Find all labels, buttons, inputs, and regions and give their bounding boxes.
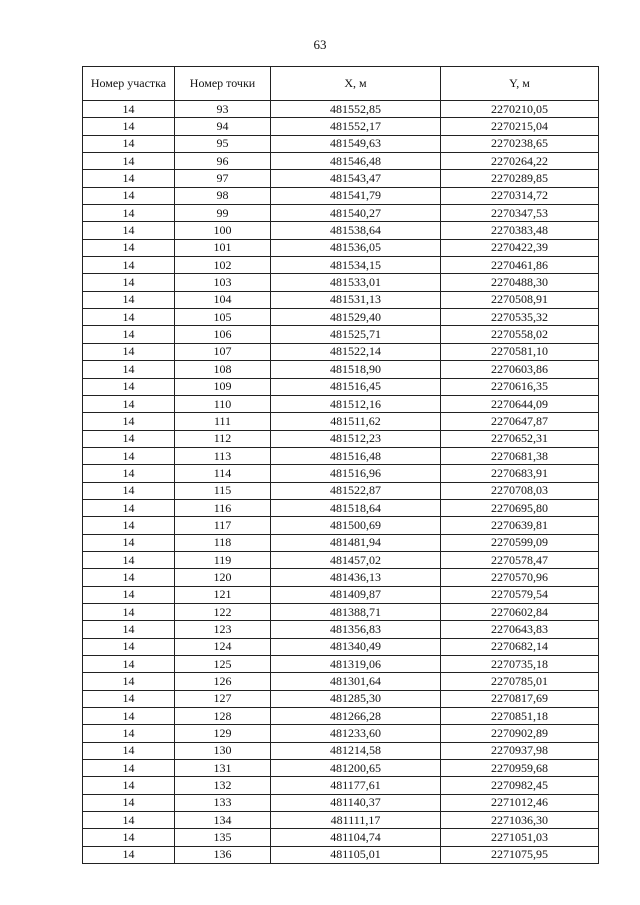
table-row	[83, 829, 599, 846]
cell-point-number: 100	[175, 222, 271, 239]
table-row	[83, 447, 599, 464]
cell-plot-number: 14	[83, 534, 175, 551]
cell-x-coordinate: 481516,48	[271, 447, 441, 464]
cell-plot-number: 14	[83, 846, 175, 863]
cell-plot-number: 14	[83, 118, 175, 135]
cell-plot-number: 14	[83, 621, 175, 638]
cell-point-number: 136	[175, 846, 271, 863]
cell-point-number: 101	[175, 239, 271, 256]
table-row	[83, 170, 599, 187]
cell-y-coordinate: 2270599,09	[441, 534, 599, 551]
cell-x-coordinate: 481436,13	[271, 569, 441, 586]
cell-y-coordinate: 2270210,05	[441, 101, 599, 118]
cell-y-coordinate: 2270643,83	[441, 621, 599, 638]
cell-x-coordinate: 481522,14	[271, 343, 441, 360]
cell-x-coordinate: 481540,27	[271, 205, 441, 222]
cell-point-number: 118	[175, 534, 271, 551]
table-row	[83, 257, 599, 274]
cell-x-coordinate: 481552,17	[271, 118, 441, 135]
table-row	[83, 430, 599, 447]
cell-point-number: 98	[175, 187, 271, 204]
cell-point-number: 123	[175, 621, 271, 638]
table-row	[83, 586, 599, 603]
cell-x-coordinate: 481516,96	[271, 465, 441, 482]
cell-point-number: 125	[175, 656, 271, 673]
cell-plot-number: 14	[83, 413, 175, 430]
cell-plot-number: 14	[83, 551, 175, 568]
cell-plot-number: 14	[83, 257, 175, 274]
cell-point-number: 108	[175, 361, 271, 378]
cell-y-coordinate: 2270695,80	[441, 499, 599, 516]
cell-y-coordinate: 2270488,30	[441, 274, 599, 291]
cell-y-coordinate: 2270785,01	[441, 673, 599, 690]
cell-y-coordinate: 2271051,03	[441, 829, 599, 846]
cell-y-coordinate: 2270215,04	[441, 118, 599, 135]
table-row	[83, 187, 599, 204]
cell-plot-number: 14	[83, 829, 175, 846]
cell-point-number: 114	[175, 465, 271, 482]
cell-x-coordinate: 481549,63	[271, 135, 441, 152]
cell-x-coordinate: 481200,65	[271, 760, 441, 777]
cell-y-coordinate: 2270579,54	[441, 586, 599, 603]
table-row	[83, 482, 599, 499]
cell-point-number: 130	[175, 742, 271, 759]
cell-plot-number: 14	[83, 361, 175, 378]
cell-x-coordinate: 481356,83	[271, 621, 441, 638]
cell-point-number: 132	[175, 777, 271, 794]
cell-y-coordinate: 2270603,86	[441, 361, 599, 378]
table-row	[83, 378, 599, 395]
table-row	[83, 708, 599, 725]
cell-x-coordinate: 481512,23	[271, 430, 441, 447]
table-row	[83, 621, 599, 638]
cell-y-coordinate: 2270289,85	[441, 170, 599, 187]
cell-plot-number: 14	[83, 725, 175, 742]
cell-point-number: 117	[175, 517, 271, 534]
cell-x-coordinate: 481552,85	[271, 101, 441, 118]
table-row	[83, 222, 599, 239]
cell-x-coordinate: 481409,87	[271, 586, 441, 603]
table-row	[83, 794, 599, 811]
cell-y-coordinate: 2270652,31	[441, 430, 599, 447]
cell-x-coordinate: 481104,74	[271, 829, 441, 846]
cell-y-coordinate: 2270581,10	[441, 343, 599, 360]
table-row	[83, 291, 599, 308]
cell-plot-number: 14	[83, 239, 175, 256]
cell-x-coordinate: 481546,48	[271, 153, 441, 170]
cell-y-coordinate: 2270735,18	[441, 656, 599, 673]
cell-point-number: 135	[175, 829, 271, 846]
cell-x-coordinate: 481457,02	[271, 551, 441, 568]
cell-x-coordinate: 481525,71	[271, 326, 441, 343]
cell-plot-number: 14	[83, 101, 175, 118]
table-row	[83, 153, 599, 170]
table-row	[83, 569, 599, 586]
table-row	[83, 551, 599, 568]
cell-plot-number: 14	[83, 465, 175, 482]
cell-plot-number: 14	[83, 586, 175, 603]
cell-x-coordinate: 481522,87	[271, 482, 441, 499]
cell-plot-number: 14	[83, 690, 175, 707]
cell-y-coordinate: 2271075,95	[441, 846, 599, 863]
cell-x-coordinate: 481543,47	[271, 170, 441, 187]
cell-plot-number: 14	[83, 222, 175, 239]
cell-point-number: 97	[175, 170, 271, 187]
cell-y-coordinate: 2270851,18	[441, 708, 599, 725]
cell-y-coordinate: 2270647,87	[441, 413, 599, 430]
cell-point-number: 126	[175, 673, 271, 690]
cell-x-coordinate: 481388,71	[271, 603, 441, 620]
cell-x-coordinate: 481111,17	[271, 812, 441, 829]
cell-x-coordinate: 481301,64	[271, 673, 441, 690]
cell-x-coordinate: 481481,94	[271, 534, 441, 551]
table-row	[83, 725, 599, 742]
cell-point-number: 95	[175, 135, 271, 152]
cell-point-number: 109	[175, 378, 271, 395]
table-row	[83, 656, 599, 673]
cell-y-coordinate: 2270639,81	[441, 517, 599, 534]
cell-y-coordinate: 2270535,32	[441, 309, 599, 326]
table-row	[83, 101, 599, 118]
cell-point-number: 131	[175, 760, 271, 777]
cell-y-coordinate: 2271012,46	[441, 794, 599, 811]
table-row	[83, 534, 599, 551]
cell-point-number: 94	[175, 118, 271, 135]
cell-y-coordinate: 2270570,96	[441, 569, 599, 586]
header-y-coordinate: Y, м	[441, 67, 599, 101]
cell-y-coordinate: 2270902,89	[441, 725, 599, 742]
header-plot-number-label: Номер участка	[90, 76, 167, 90]
cell-plot-number: 14	[83, 517, 175, 534]
cell-y-coordinate: 2270558,02	[441, 326, 599, 343]
cell-plot-number: 14	[83, 708, 175, 725]
table-row	[83, 742, 599, 759]
table-row	[83, 517, 599, 534]
cell-x-coordinate: 481533,01	[271, 274, 441, 291]
table-row	[83, 205, 599, 222]
cell-plot-number: 14	[83, 378, 175, 395]
cell-point-number: 112	[175, 430, 271, 447]
cell-x-coordinate: 481285,30	[271, 690, 441, 707]
cell-y-coordinate: 2270683,91	[441, 465, 599, 482]
cell-y-coordinate: 2270383,48	[441, 222, 599, 239]
cell-y-coordinate: 2270238,65	[441, 135, 599, 152]
cell-point-number: 99	[175, 205, 271, 222]
cell-x-coordinate: 481500,69	[271, 517, 441, 534]
cell-x-coordinate: 481541,79	[271, 187, 441, 204]
cell-point-number: 106	[175, 326, 271, 343]
cell-plot-number: 14	[83, 482, 175, 499]
cell-point-number: 128	[175, 708, 271, 725]
cell-x-coordinate: 481512,16	[271, 395, 441, 412]
cell-point-number: 116	[175, 499, 271, 516]
table-row	[83, 638, 599, 655]
cell-plot-number: 14	[83, 291, 175, 308]
cell-x-coordinate: 481531,13	[271, 291, 441, 308]
cell-y-coordinate: 2270682,14	[441, 638, 599, 655]
cell-y-coordinate: 2270578,47	[441, 551, 599, 568]
cell-point-number: 113	[175, 447, 271, 464]
cell-point-number: 120	[175, 569, 271, 586]
cell-x-coordinate: 481233,60	[271, 725, 441, 742]
cell-x-coordinate: 481529,40	[271, 309, 441, 326]
cell-plot-number: 14	[83, 742, 175, 759]
cell-plot-number: 14	[83, 499, 175, 516]
cell-y-coordinate: 2270347,53	[441, 205, 599, 222]
cell-y-coordinate: 2270644,09	[441, 395, 599, 412]
cell-x-coordinate: 481538,64	[271, 222, 441, 239]
cell-point-number: 121	[175, 586, 271, 603]
cell-plot-number: 14	[83, 153, 175, 170]
table-row	[83, 673, 599, 690]
cell-y-coordinate: 2270314,72	[441, 187, 599, 204]
cell-x-coordinate: 481534,15	[271, 257, 441, 274]
cell-plot-number: 14	[83, 135, 175, 152]
cell-x-coordinate: 481105,01	[271, 846, 441, 863]
cell-point-number: 107	[175, 343, 271, 360]
cell-x-coordinate: 481536,05	[271, 239, 441, 256]
cell-y-coordinate: 2270982,45	[441, 777, 599, 794]
cell-point-number: 124	[175, 638, 271, 655]
cell-point-number: 133	[175, 794, 271, 811]
cell-y-coordinate: 2270616,35	[441, 378, 599, 395]
cell-plot-number: 14	[83, 274, 175, 291]
table-row	[83, 777, 599, 794]
cell-y-coordinate: 2270461,86	[441, 257, 599, 274]
table-row	[83, 413, 599, 430]
cell-x-coordinate: 481511,62	[271, 413, 441, 430]
cell-point-number: 93	[175, 101, 271, 118]
coordinates-table	[82, 66, 599, 864]
header-plot-number	[83, 67, 175, 101]
cell-plot-number: 14	[83, 760, 175, 777]
cell-plot-number: 14	[83, 656, 175, 673]
cell-x-coordinate: 481140,37	[271, 794, 441, 811]
table-row	[83, 309, 599, 326]
cell-plot-number: 14	[83, 430, 175, 447]
cell-x-coordinate: 481214,58	[271, 742, 441, 759]
cell-point-number: 111	[175, 413, 271, 430]
cell-y-coordinate: 2270264,22	[441, 153, 599, 170]
cell-plot-number: 14	[83, 205, 175, 222]
cell-x-coordinate: 481319,06	[271, 656, 441, 673]
cell-plot-number: 14	[83, 395, 175, 412]
cell-x-coordinate: 481518,64	[271, 499, 441, 516]
table-row	[83, 135, 599, 152]
cell-point-number: 134	[175, 812, 271, 829]
cell-y-coordinate: 2270708,03	[441, 482, 599, 499]
table-row	[83, 239, 599, 256]
table-body	[83, 101, 599, 864]
table-row	[83, 118, 599, 135]
cell-point-number: 127	[175, 690, 271, 707]
table-row	[83, 603, 599, 620]
cell-x-coordinate: 481266,28	[271, 708, 441, 725]
cell-x-coordinate: 481340,49	[271, 638, 441, 655]
table-row	[83, 326, 599, 343]
cell-y-coordinate: 2270681,38	[441, 447, 599, 464]
cell-y-coordinate: 2270602,84	[441, 603, 599, 620]
table-row	[83, 343, 599, 360]
table-row	[83, 274, 599, 291]
cell-y-coordinate: 2270508,91	[441, 291, 599, 308]
cell-plot-number: 14	[83, 603, 175, 620]
header-point-number: Номер точки	[175, 67, 271, 101]
header-x-coordinate: X, м	[271, 67, 441, 101]
cell-point-number: 122	[175, 603, 271, 620]
table-row	[83, 395, 599, 412]
cell-point-number: 105	[175, 309, 271, 326]
cell-point-number: 115	[175, 482, 271, 499]
table-row	[83, 846, 599, 863]
cell-y-coordinate: 2270817,69	[441, 690, 599, 707]
cell-plot-number: 14	[83, 812, 175, 829]
cell-plot-number: 14	[83, 794, 175, 811]
cell-plot-number: 14	[83, 187, 175, 204]
cell-y-coordinate: 2270959,68	[441, 760, 599, 777]
cell-x-coordinate: 481516,45	[271, 378, 441, 395]
cell-point-number: 104	[175, 291, 271, 308]
table-row	[83, 361, 599, 378]
table-row	[83, 760, 599, 777]
cell-point-number: 129	[175, 725, 271, 742]
cell-plot-number: 14	[83, 309, 175, 326]
table-row	[83, 465, 599, 482]
table-header	[83, 67, 599, 101]
cell-plot-number: 14	[83, 326, 175, 343]
cell-y-coordinate: 2271036,30	[441, 812, 599, 829]
table-row	[83, 812, 599, 829]
cell-point-number: 110	[175, 395, 271, 412]
cell-plot-number: 14	[83, 673, 175, 690]
cell-y-coordinate: 2270937,98	[441, 742, 599, 759]
page-number: 63	[313, 37, 327, 52]
cell-plot-number: 14	[83, 638, 175, 655]
header-row	[83, 67, 599, 101]
table-row	[83, 499, 599, 516]
table-row	[83, 690, 599, 707]
cell-point-number: 103	[175, 274, 271, 291]
cell-plot-number: 14	[83, 447, 175, 464]
cell-plot-number: 14	[83, 170, 175, 187]
cell-point-number: 96	[175, 153, 271, 170]
cell-plot-number: 14	[83, 343, 175, 360]
cell-x-coordinate: 481177,61	[271, 777, 441, 794]
cell-point-number: 119	[175, 551, 271, 568]
cell-plot-number: 14	[83, 777, 175, 794]
cell-y-coordinate: 2270422,39	[441, 239, 599, 256]
cell-plot-number: 14	[83, 569, 175, 586]
cell-point-number: 102	[175, 257, 271, 274]
cell-x-coordinate: 481518,90	[271, 361, 441, 378]
